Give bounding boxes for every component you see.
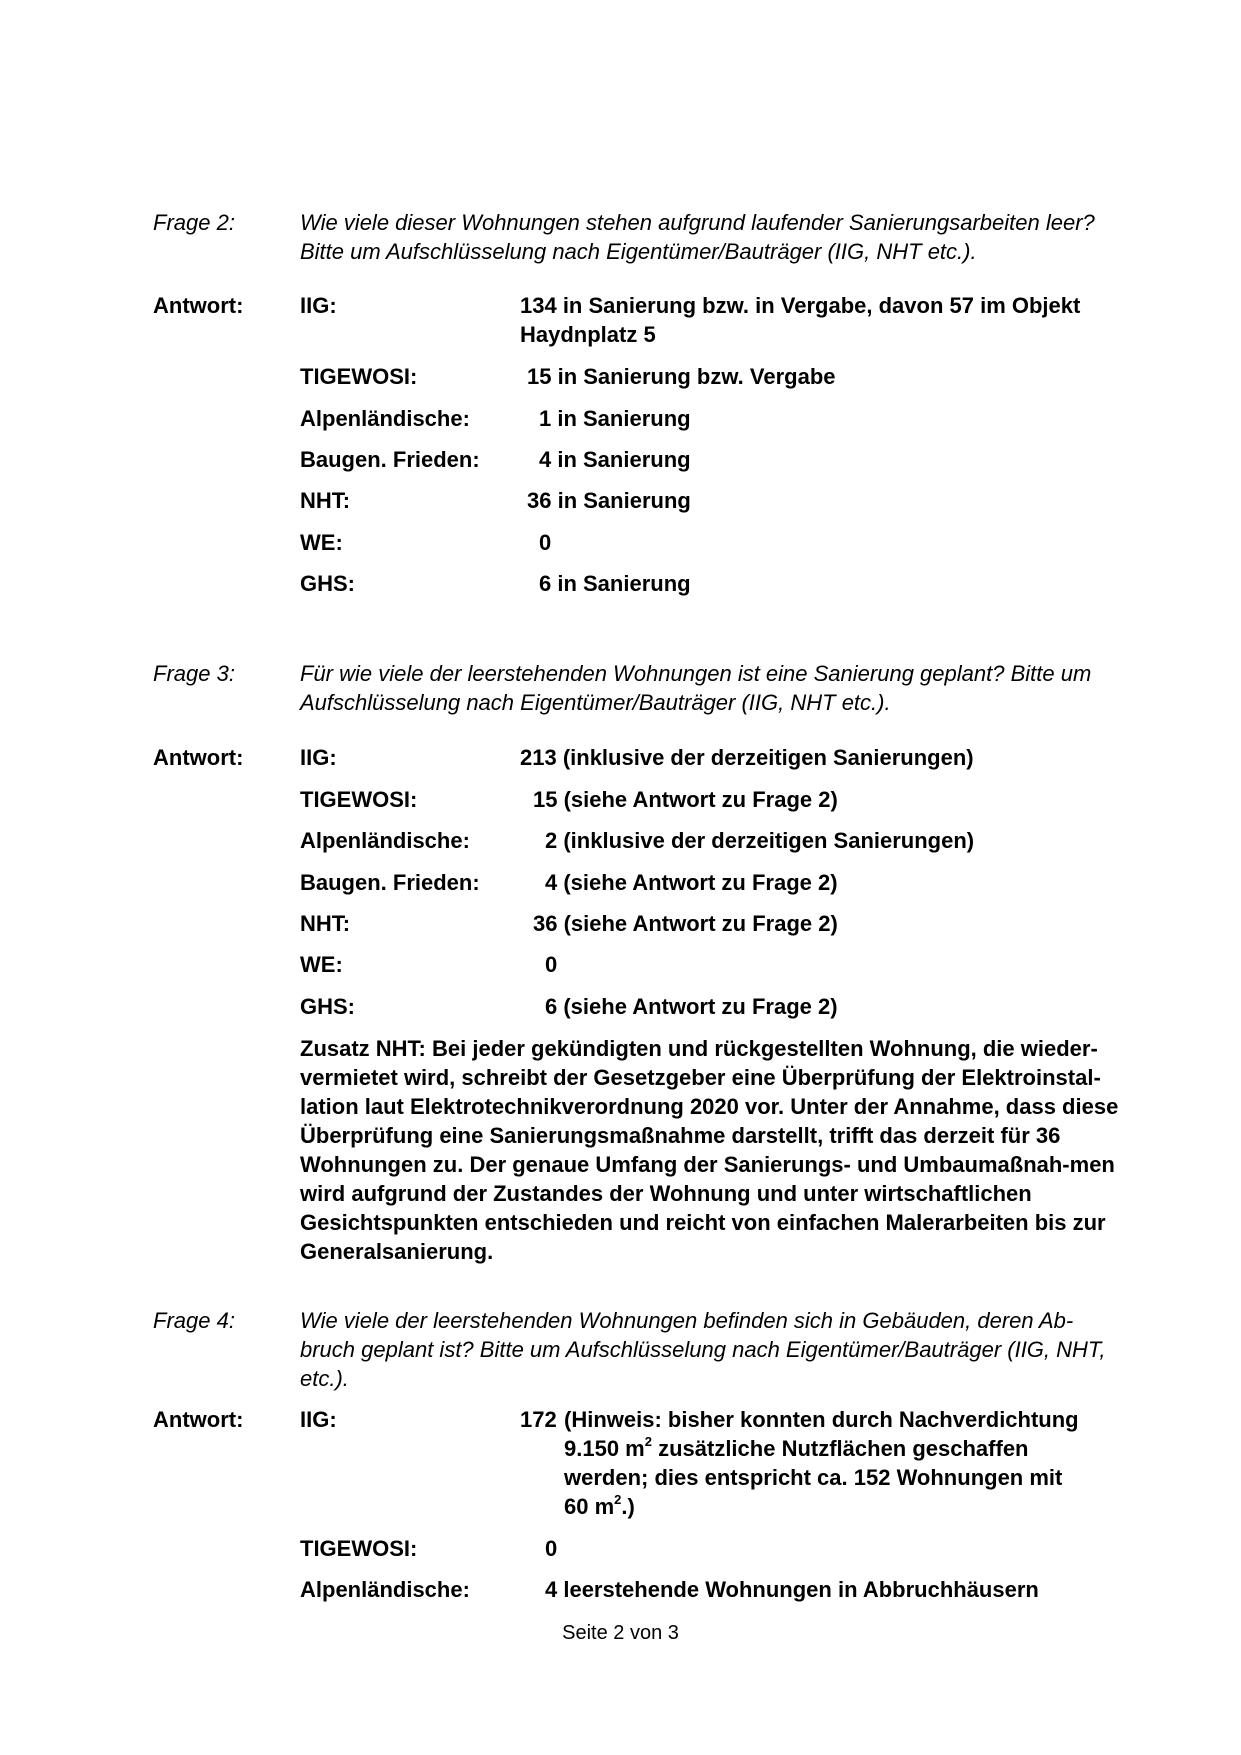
q3-value-baugen-frieden: 4 (siehe Antwort zu Frage 2) (545, 870, 838, 895)
q3-org-ghs: GHS: (300, 994, 355, 1019)
q2-value-alpenlaendische: 1 in Sanierung (539, 406, 691, 431)
q2-org-we: WE: (300, 530, 343, 555)
q3-org-we: WE: (300, 952, 343, 977)
question-3-label: Frage 3: (153, 661, 235, 686)
q4-value-iig-note-line4: 60 $m^2$.) (564, 1491, 635, 1519)
q2-org-iig: IIG: (300, 293, 337, 318)
q2-value-iig: 134 in Sanierung bzw. in Vergabe, davon 57 im Objekt Haydnplatz 5 (520, 293, 1081, 347)
q4-value-iig-note-line1: (Hinweis: bisher konnten durch Nachverdichtung (564, 1407, 1079, 1432)
q4-value-tigewosi: 0 (545, 1536, 558, 1561)
q2-value-tigewosi: 15 in Sanierung bzw. Vergabe (527, 364, 836, 389)
q3-value-tigewosi: 15 (siehe Antwort zu Frage 2) (533, 787, 838, 812)
question-2-text: Wie viele dieser Wohnungen stehen aufgrund laufender Sanierungsarbeiten leer? Bitte um Aufschlüsselung nach Eigentümer/Bauträger (IIG, NHT etc.). (300, 210, 1095, 264)
q3-value-we: 0 (545, 952, 558, 977)
q2-value-we: 0 (539, 530, 552, 555)
question-4-label: Frage 4: (153, 1308, 235, 1333)
q4-value-iig-note-line3: werden; dies entspricht ca. 152 Wohnungen mit (564, 1465, 1063, 1490)
q4-org-alpenlaendische: Alpenländische: (300, 1577, 470, 1602)
q4-value-alpenlaendische: 4 leerstehende Wohnungen in Abbruchhäusern (545, 1577, 1039, 1602)
q2-value-ghs: 6 in Sanierung (539, 571, 691, 596)
answer-3-label: Antwort: (153, 745, 244, 770)
q3-value-iig: 213 (inklusive der derzeitigen Sanierungen) (520, 745, 974, 770)
q3-org-baugen-frieden: Baugen. Frieden: (300, 870, 480, 895)
q3-org-alpenlaendische: Alpenländische: (300, 828, 470, 853)
q3-org-nht: NHT: (300, 911, 351, 936)
answer-4-label: Antwort: (153, 1407, 244, 1432)
q3-org-iig: IIG: (300, 745, 337, 770)
q4-value-iig-note-line2: 9.150 $m^2$ zusätzliche Nutzflächen geschaffen (564, 1433, 1029, 1461)
question-2-label: Frage 2: (153, 210, 235, 235)
q3-value-alpenlaendische: 2 (inklusive der derzeitigen Sanierungen) (545, 828, 975, 853)
q3-org-tigewosi: TIGEWOSI: (300, 787, 418, 812)
q3-value-ghs: 6 (siehe Antwort zu Frage 2) (545, 994, 838, 1019)
q3-nht-note: Zusatz NHT: Bei jeder gekündigten und rückgestellten Wohnung, die wieder-vermietet wird, schreibt der Gesetzgeber eine Überprüfung der Elektroinstal-lation laut Elektrotechnikverordnung 2020 vor. Unter der Annahme, dass diese Überprüfung eine Sanierungsmaßnahme darstellt, trifft das derzeit für 36 Wohnungen zu. Der genaue Umfang der Sanierungs- und Umbaumaßnah-men wird aufgrund der Zustandes der Wohnung und unter wirtschaftlichen Gesichtspunkten entschieden und reicht von einfachen Malerarbeiten bis zur Generalsanierung. (300, 1036, 1119, 1264)
q4-value-iig-number: 172 (520, 1407, 557, 1432)
q2-org-tigewosi: TIGEWOSI: (300, 364, 418, 389)
q4-org-iig: IIG: (300, 1407, 337, 1432)
q2-value-nht: 36 in Sanierung (527, 488, 691, 513)
q2-org-nht: NHT: (300, 488, 351, 513)
q2-org-alpenlaendische: Alpenländische: (300, 406, 470, 431)
page-footer: Seite 2 von 3 (562, 1622, 679, 1644)
answer-2-label: Antwort: (153, 293, 244, 318)
q2-org-baugen-frieden: Baugen. Frieden: (300, 447, 480, 472)
q4-org-tigewosi: TIGEWOSI: (300, 1536, 418, 1561)
question-3-text: Für wie viele der leerstehenden Wohnungen ist eine Sanierung geplant? Bitte um Aufschlüsselung nach Eigentümer/Bauträger (IIG, NHT etc.). (300, 661, 1092, 715)
question-4-text: Wie viele der leerstehenden Wohnungen befinden sich in Gebäuden, deren Ab-bruch geplant ist? Bitte um Aufschlüsselung nach Eigentümer/Bauträger (IIG, NHT, etc.). (300, 1308, 1106, 1391)
q2-org-ghs: GHS: (300, 571, 355, 596)
q2-value-baugen-frieden: 4 in Sanierung (539, 447, 691, 472)
q3-value-nht: 36 (siehe Antwort zu Frage 2) (533, 911, 838, 936)
